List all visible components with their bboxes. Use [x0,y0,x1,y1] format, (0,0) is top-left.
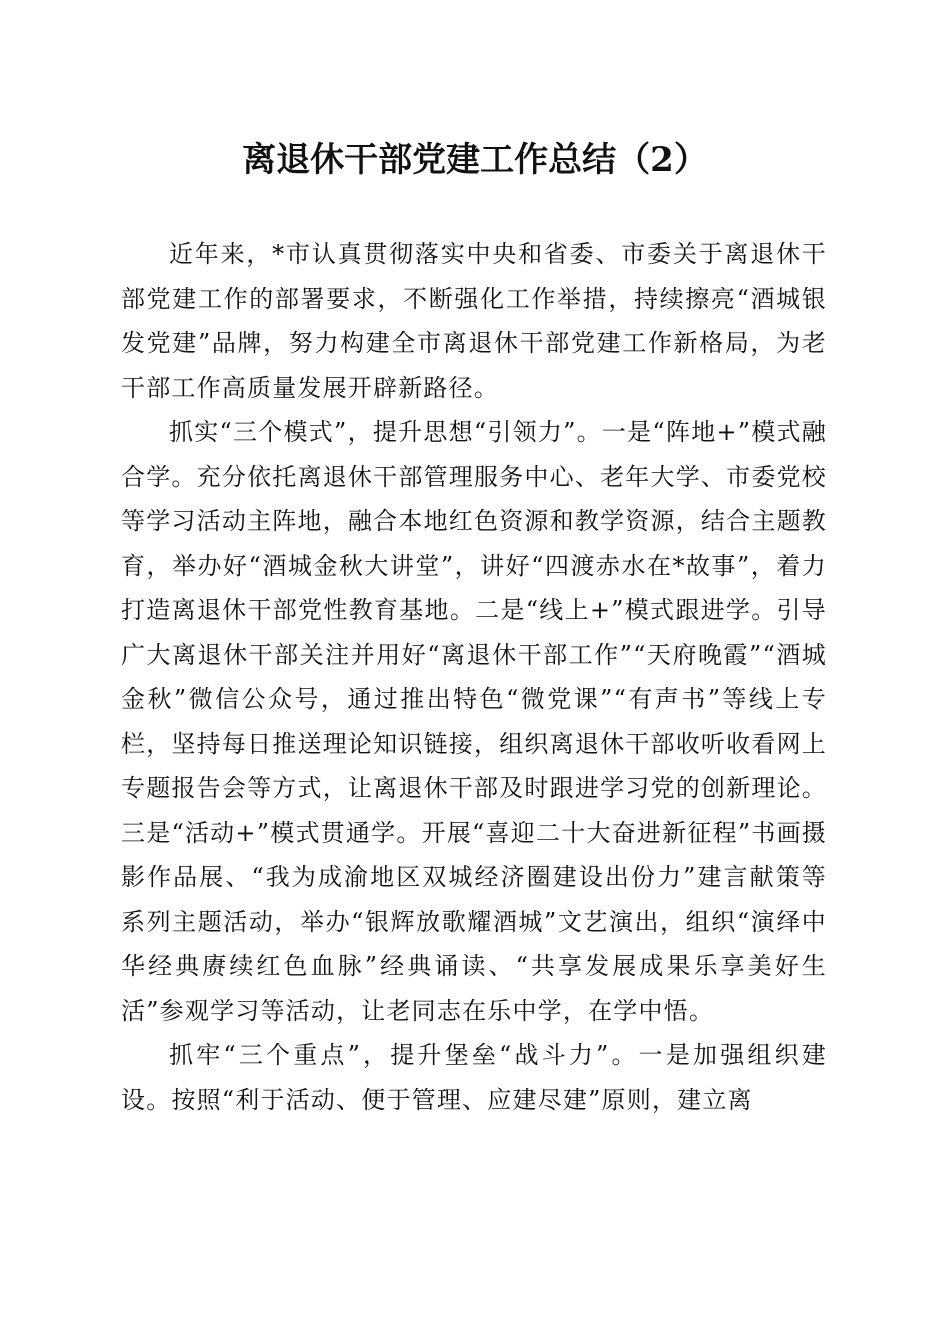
paragraph-intro: 近年来，*市认真贯彻落实中央和省委、市委关于离退休干部党建工作的部署要求，不断强化工作举措，持续擦亮“酒城银发党建”品牌，努力构建全市离退休干部党建工作新格局，为老干部工作高质量发展开辟新路径。 [121,240,827,402]
document-body [121,232,827,1122]
paragraph-three-modes: 抓实“三个模式”，提升思想“引领力”。一是“阵地+”模式融合学。充分依托离退休干部管理服务中心、老年大学、市委党校等学习活动主阵地，融合本地红色资源和教学资源，结合主题教育，举办好“酒城金秋大讲堂”，讲好“四渡赤水在*故事”，着力打造离退休干部党性教育基地。二是“线上+”模式跟进学。引导广大离退休干部关注并用好“离退休干部工作”“天府晚霞”“酒城金秋”微信公众号，通过推出特色“微党课”“有声书”等线上专栏，坚持每日推送理论知识链接，组织离退休干部收听收看网上专题报告会等方式，让离退休干部及时跟进学习党的创新理论。三是“活动+”模式贯通学。开展“喜迎二十大奋进新征程”书画摄影作品展、“我为成渝地区双城经济圈建设出份力”建言献策等系列主题活动，举办“银辉放歌耀酒城”文艺演出，组织“演绎中华经典赓续红色血脉”经典诵读、“共享发展成果乐享美好生活”参观学习等活动，让老同志在乐中学，在学中悟。 [121,418,827,1025]
paragraph-three-focuses: 抓牢“三个重点”，提升堡垒“战斗力”。一是加强组织建设。按照“利于活动、便于管理、应建尽建”原则，建立离 [121,1041,827,1114]
document-title: 离退休干部党建工作总结（2） [242,140,708,180]
